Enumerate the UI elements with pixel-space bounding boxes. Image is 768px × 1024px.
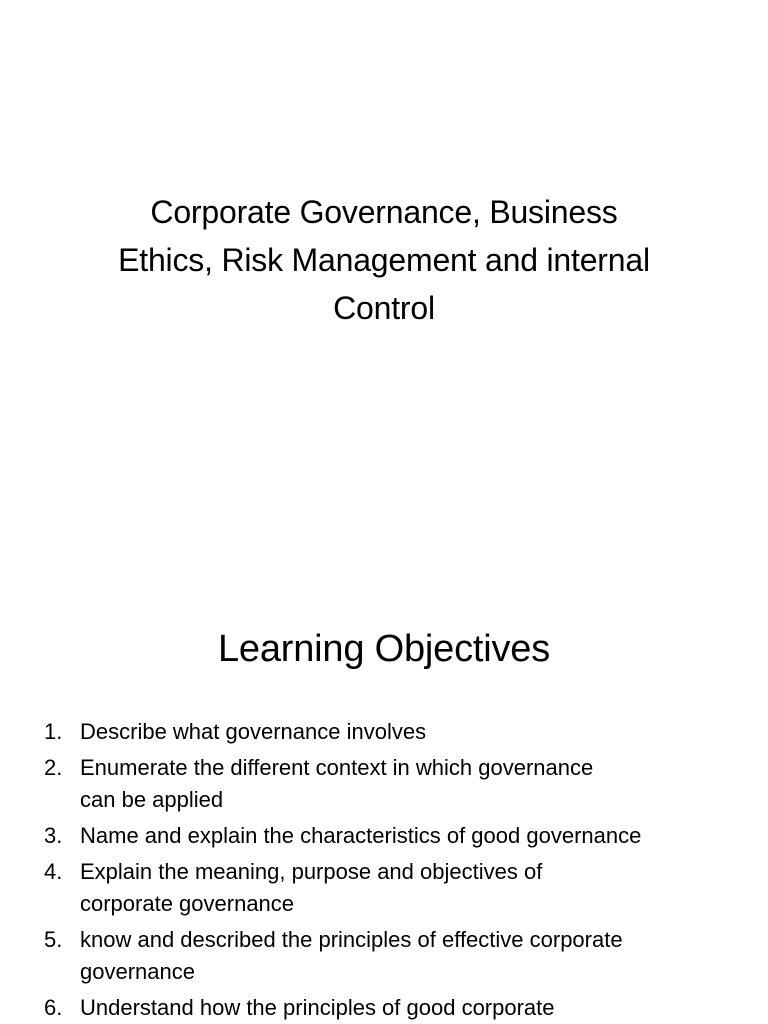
objectives-list	[44, 716, 744, 1024]
objective-text-line: Describe what governance involves	[80, 719, 427, 744]
objective-number: 5.	[44, 927, 63, 952]
objective-item	[44, 752, 744, 816]
objective-number: 1.	[44, 719, 63, 744]
objective-number: 4.	[44, 859, 63, 884]
title-line: Corporate Governance, Business	[150, 194, 618, 230]
objective-item	[44, 820, 744, 852]
objective-text-line: Understand how the principles of good corporate	[80, 995, 555, 1020]
objective-number: 3.	[44, 823, 63, 848]
objective-text-line: can be applied	[80, 787, 224, 812]
objective-text-line: Name and explain the characteristics of good governance	[80, 823, 642, 848]
objective-item	[44, 716, 744, 748]
objective-number: 2.	[44, 755, 63, 780]
section-title: Learning Objectives	[217, 628, 551, 670]
objective-text-line: know and described the principles of effective corporate	[80, 927, 623, 952]
objective-item	[44, 924, 744, 988]
objective-number: 6.	[44, 995, 63, 1020]
objective-text-line: governance	[80, 959, 195, 984]
objective-text-line: Explain the meaning, purpose and objectives of	[80, 859, 543, 884]
title-line: Ethics, Risk Management and internal	[118, 242, 650, 278]
objective-item	[44, 856, 744, 920]
presentation-title	[60, 188, 708, 332]
title-line: Control	[333, 290, 435, 326]
objectives-slide	[0, 576, 768, 1024]
objective-item	[44, 992, 744, 1024]
objective-text-line: Enumerate the different context in which governance	[80, 755, 594, 780]
objective-text-line: corporate governance	[80, 891, 295, 916]
